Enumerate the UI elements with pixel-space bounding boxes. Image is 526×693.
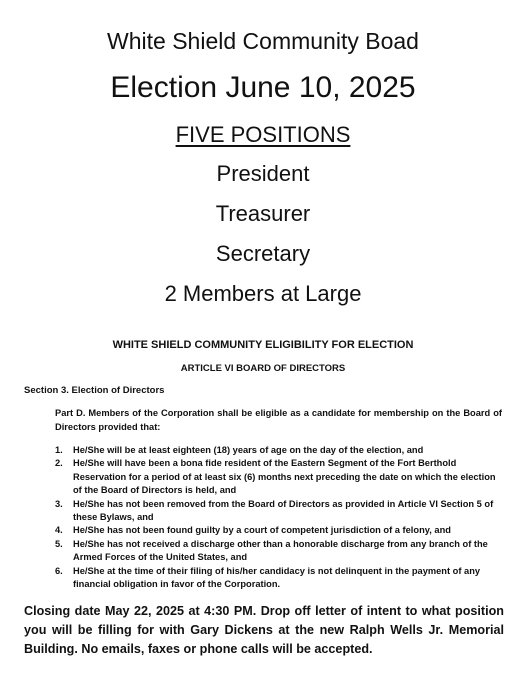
list-item-number: 3.: [55, 498, 63, 509]
list-item: [55, 498, 502, 525]
list-item-number: 4.: [55, 525, 63, 536]
list-item-text: He/She has not received a discharge other than a honorable discharge from any branch of the Armed Forces of the United States, and: [73, 538, 488, 563]
eligibility-list: [55, 444, 502, 591]
part-d-paragraph: Part D. Members of the Corporation shall be eligible as a candidate for membership on the Board of Directors provided that:: [55, 408, 502, 432]
list-item-text: He/She at the time of their filing of his/her candidacy is not delinquent in the payment of any financial obligation in favor of the Corporation.: [73, 565, 481, 590]
list-item: [55, 457, 502, 497]
list-item: [55, 524, 502, 537]
closing-notice: Closing date May 22, 2025 at 4:30 PM. Drop off letter of intent to what position you will be filling for with Gary Dickens at the new Ralph Wells Jr. Memorial Building. No emails, faxes or phone calls will be accepted.: [24, 604, 504, 656]
list-item-text: He/She will have been a bona fide resident of the Eastern Segment of the Fort Berthold Reservation for a period of at least six (6) months next preceding the date on which the election of the Board of Directors is held, and: [73, 458, 496, 496]
list-item: [55, 444, 502, 457]
list-item: [55, 538, 502, 565]
list-item-number: 2.: [55, 458, 63, 469]
article-heading: ARTICLE VI BOARD OF DIRECTORS: [180, 363, 346, 374]
eligibility-heading: WHITE SHIELD COMMUNITY ELIGIBILITY FOR ELECTION: [112, 339, 414, 351]
positions-heading: FIVE POSITIONS: [175, 122, 351, 147]
position-secretary: Secretary: [215, 241, 311, 266]
position-treasurer: Treasurer: [215, 201, 311, 226]
list-item-text: He/She will be at least eighteen (18) years of age on the day of the election, and: [73, 445, 424, 455]
section-heading: Section 3. Election of Directors: [24, 385, 165, 396]
position-president: President: [216, 161, 310, 186]
list-item: [55, 565, 502, 592]
list-item-text: He/She has not been found guilty by a court of competent jurisdiction of a felony, and: [73, 525, 451, 536]
list-item-number: 5.: [55, 538, 63, 549]
position-members-at-large: 2 Members at Large: [164, 281, 362, 306]
election-title: Election June 10, 2025: [110, 71, 416, 104]
org-title: White Shield Community Boad: [107, 28, 419, 54]
list-item-number: 1.: [55, 445, 63, 455]
list-item-text: He/She has not been removed from the Board of Directors as provided in Article VI Section 5 of these Bylaws, and: [73, 498, 494, 523]
list-item-number: 6.: [55, 565, 63, 576]
